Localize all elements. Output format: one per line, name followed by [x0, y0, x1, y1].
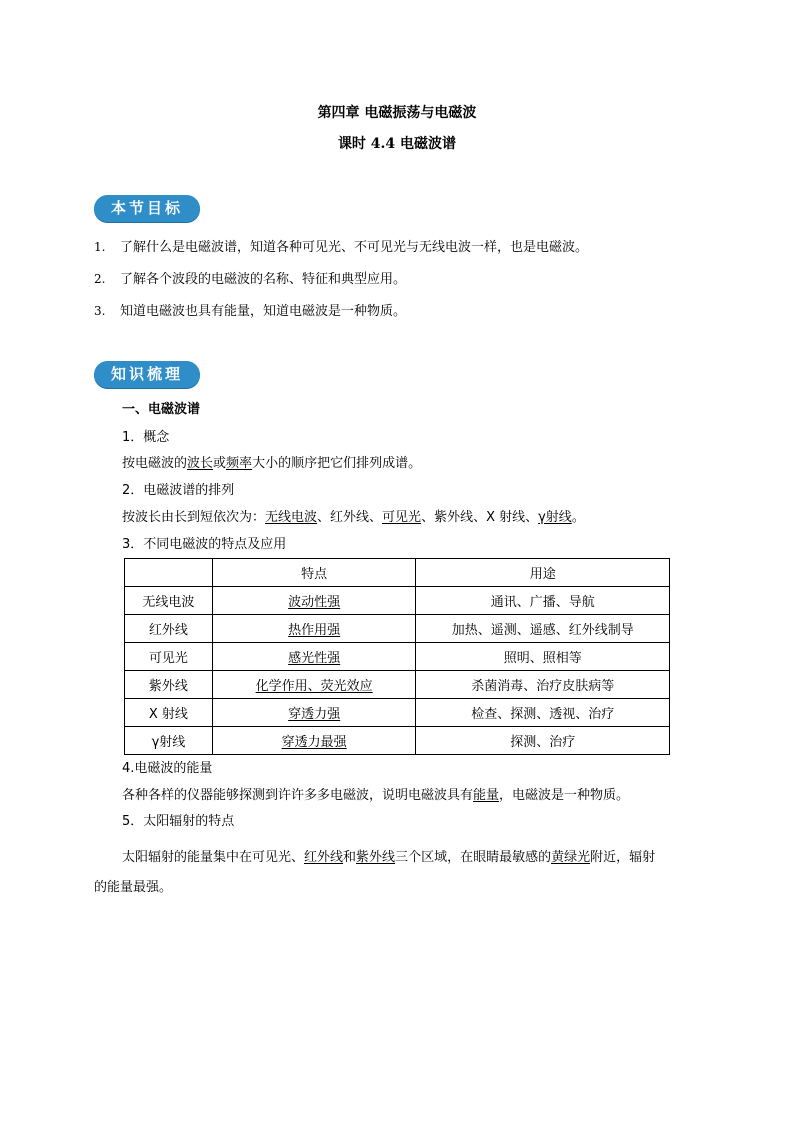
- order-heading: 2．电磁波谱的排列: [122, 483, 235, 498]
- wave-name-cell: X 射线: [125, 699, 213, 727]
- feature-cell: [212, 587, 416, 615]
- solar-heading: 5．太阳辐射的特点: [122, 814, 235, 829]
- blank-answer: 无线电波: [265, 510, 318, 525]
- feature-cell: [212, 615, 416, 643]
- text-run: 或: [213, 456, 227, 471]
- lesson-title: 课时 4.4 电磁波谱: [337, 136, 457, 152]
- header-cell: [125, 559, 213, 587]
- objective-text: 知道电磁波也具有能量，知道电磁波是一种物质。: [120, 304, 407, 319]
- concept-text: [122, 452, 421, 471]
- blank-answer: 紫外线: [356, 850, 396, 865]
- usage-cell: 探测、治疗: [416, 727, 670, 755]
- text-run: 太阳辐射的能量集中在可见光、: [122, 850, 305, 865]
- wave-name-cell: 红外线: [125, 615, 213, 643]
- blank-answer: 能量: [473, 788, 500, 803]
- text-run: 按波长由长到短依次为：: [122, 510, 266, 525]
- energy-text: [122, 784, 629, 803]
- blank-answer: 波长: [187, 456, 214, 471]
- text-run: 、红外线、: [317, 510, 383, 525]
- chapter-title: 第四章 电磁振荡与电磁波: [317, 105, 477, 121]
- blank-answer: 红外线: [304, 850, 344, 865]
- blank-answer: 热作用强: [288, 623, 341, 638]
- text-run: 各种各样的仪器能够探测到许许多多电磁波，说明电磁波具有: [122, 788, 474, 803]
- section-heading: 一、电磁波谱: [122, 402, 201, 417]
- objective-item: [94, 268, 406, 287]
- text-run: ，电磁波是一种物质。: [499, 788, 630, 803]
- objective-text: 了解各个波段的电磁波的名称、特征和典型应用。: [120, 272, 407, 287]
- energy-heading: 4.电磁波的能量: [122, 761, 213, 776]
- wave-name-cell: 可见光: [125, 643, 213, 671]
- usage-cell: 照明、照相等: [416, 643, 670, 671]
- text-run: 。: [571, 510, 585, 525]
- blank-answer: 穿透力强: [288, 707, 341, 722]
- text-run: 附近，辐射: [590, 850, 656, 865]
- text-run: 、紫外线、X 射线、: [421, 510, 539, 525]
- table-header-row: [125, 559, 670, 587]
- blank-answer: 黄绿光: [551, 850, 591, 865]
- feature-cell: [212, 727, 416, 755]
- objective-item: [94, 236, 588, 255]
- concept-heading: 1．概念: [122, 430, 170, 445]
- text-run: 按电磁波的: [122, 456, 188, 471]
- solar-text-continued: 的能量最强。: [94, 880, 173, 895]
- objective-number: 2.: [94, 272, 106, 286]
- order-text: [122, 506, 585, 525]
- text-run: 和: [343, 850, 357, 865]
- table-row: [125, 699, 670, 727]
- text-run: 三个区域，在眼睛最敏感的: [395, 850, 552, 865]
- blank-answer: 频率: [226, 456, 253, 471]
- objectives-badge: 本节目标: [94, 195, 200, 222]
- feature-cell: [212, 699, 416, 727]
- knowledge-badge: 知识梳理: [94, 361, 200, 388]
- wave-name-cell: 无线电波: [125, 587, 213, 615]
- usage-cell: 杀菌消毒、治疗皮肤病等: [416, 671, 670, 699]
- solar-text: [122, 846, 655, 865]
- table-heading: 3．不同电磁波的特点及应用: [122, 537, 287, 552]
- table-row: [125, 727, 670, 755]
- wave-name-cell: 紫外线: [125, 671, 213, 699]
- usage-cell: 加热、遥测、遥感、红外线制导: [416, 615, 670, 643]
- feature-cell: [212, 643, 416, 671]
- objective-item: [94, 300, 406, 319]
- usage-cell: 通讯、广播、导航: [416, 587, 670, 615]
- header-cell: 用途: [416, 559, 670, 587]
- table-row: [125, 587, 670, 615]
- objective-number: 3.: [94, 304, 106, 318]
- wave-name-cell: γ射线: [125, 727, 213, 755]
- objective-number: 1.: [94, 240, 106, 254]
- objective-text: 了解什么是电磁波谱，知道各种可见光、不可见光与无线电波一样，也是电磁波。: [120, 240, 589, 255]
- table-row: [125, 615, 670, 643]
- text-run: 大小的顺序把它们排列成谱。: [252, 456, 422, 471]
- blank-answer: 可见光: [382, 510, 422, 525]
- usage-cell: 检查、探测、透视、治疗: [416, 699, 670, 727]
- blank-answer: 感光性强: [288, 651, 341, 666]
- blank-answer: 化学作用、荧光效应: [255, 679, 373, 694]
- blank-answer: γ射线: [538, 510, 572, 525]
- feature-cell: [212, 671, 416, 699]
- blank-answer: 穿透力最强: [281, 735, 347, 750]
- table-row: [125, 643, 670, 671]
- header-cell: 特点: [212, 559, 416, 587]
- wave-properties-table: [124, 558, 670, 755]
- blank-answer: 波动性强: [288, 595, 341, 610]
- table-row: [125, 671, 670, 699]
